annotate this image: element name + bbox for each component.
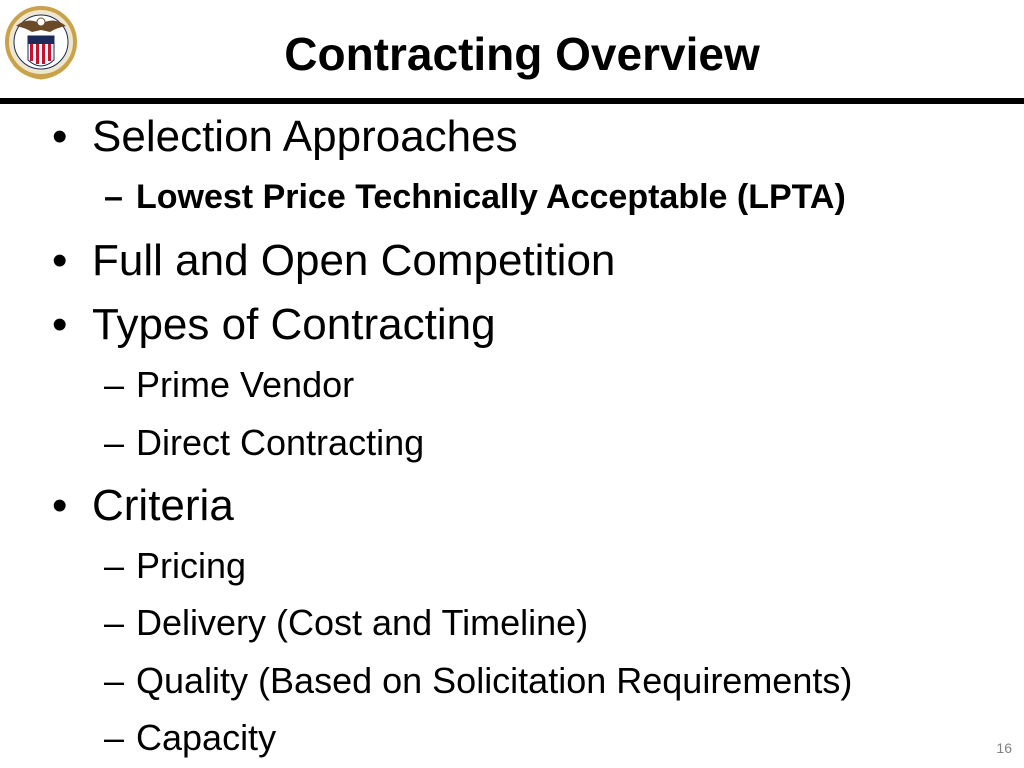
list-item-text: Direct Contracting: [136, 422, 425, 463]
bullet-marker: •: [52, 481, 68, 530]
list-item: [104, 176, 846, 218]
list-item: [52, 112, 518, 162]
list-item: [104, 602, 588, 644]
list-item: [104, 545, 246, 587]
slide-title: Contracting Overview: [284, 28, 760, 80]
list-item-text: Quality (Based on Solicitation Requirements): [136, 660, 853, 701]
list-item-text: Selection Approaches: [92, 112, 518, 161]
list-item-text: Full and Open Competition: [92, 236, 616, 285]
bullet-marker: •: [52, 236, 68, 285]
bullet-marker: •: [52, 112, 68, 161]
dash-marker: –: [104, 717, 125, 758]
list-item-text: Pricing: [136, 545, 247, 586]
page-number: 16: [996, 740, 1012, 756]
list-item: [104, 717, 276, 759]
list-item-text: Criteria: [92, 481, 234, 530]
list-item-text: Lowest Price Technically Acceptable (LPTA): [136, 178, 846, 216]
dash-marker: –: [104, 602, 125, 643]
list-item: [52, 236, 615, 286]
dash-marker: –: [104, 364, 125, 405]
list-item: [104, 364, 354, 406]
list-item-text: Prime Vendor: [136, 364, 355, 405]
list-item: [104, 422, 424, 464]
dash-marker: –: [104, 660, 125, 701]
list-item: [52, 300, 496, 350]
bullet-marker: •: [52, 300, 68, 349]
list-item-text: Types of Contracting: [92, 300, 496, 349]
dash-marker: –: [104, 178, 123, 216]
dash-marker: –: [104, 422, 125, 463]
list-item-text: Capacity: [136, 717, 277, 758]
list-item-text: Delivery (Cost and Timeline): [136, 602, 589, 643]
list-item: [104, 660, 852, 702]
dash-marker: –: [104, 545, 125, 586]
list-item: [52, 481, 234, 531]
